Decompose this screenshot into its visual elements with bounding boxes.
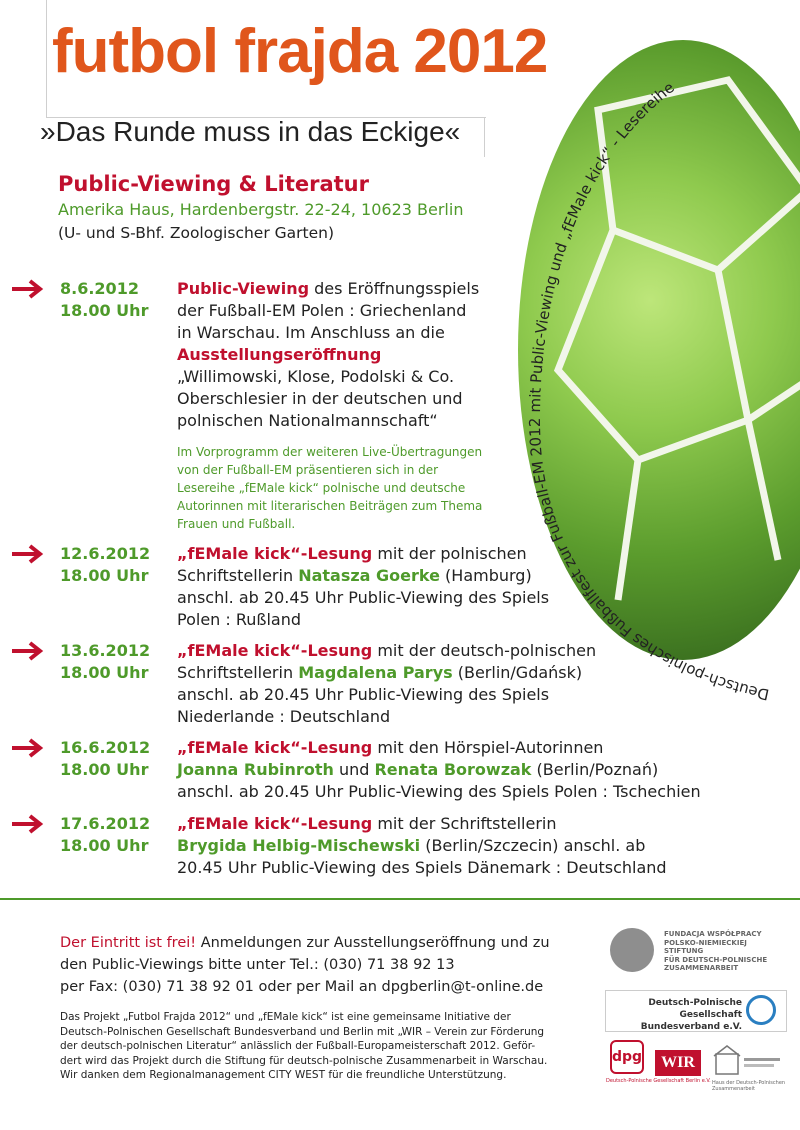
phone-text: den Public-Viewings bitte unter Tel.: (030) 71 38 92 13 — [60, 957, 455, 973]
text: der Fußball-EM Polen : Griechenland — [177, 301, 467, 320]
event-time: 18.00 Uhr — [60, 836, 149, 855]
text: mit der Schriftstellerin — [372, 814, 557, 833]
dpg-mark-icon — [746, 995, 776, 1025]
page-subtitle: »Das Runde muss in das Eckige« — [40, 116, 461, 147]
text: Oberschlesier in der deutschen und — [177, 389, 463, 408]
event-description — [177, 278, 479, 432]
text: in Warschau. Im Anschluss an die — [177, 323, 445, 342]
credit-line: dert wird das Projekt durch die Stiftung für deutsch-polnische Zusammenarbeit in Warschau. — [60, 1054, 548, 1067]
note-line: Autorinnen mit literarischen Beiträgen zum Thema — [177, 499, 483, 513]
text: Polen : Rußland — [177, 610, 302, 629]
author-name: Natasza Goerke — [298, 566, 440, 585]
highlight-text: Ausstellungseröffnung — [177, 345, 382, 364]
transit-info: (U- und S-Bhf. Zoologischer Garten) — [58, 224, 334, 242]
arrow-icon — [10, 640, 50, 662]
foundation-mark-icon — [610, 928, 654, 972]
event-date-block — [60, 737, 150, 781]
event-time: 18.00 Uhr — [60, 566, 149, 585]
arrow-icon — [10, 737, 50, 759]
text: und — [333, 760, 375, 779]
event-date-block — [60, 640, 150, 684]
text: Schriftstellerin — [177, 566, 299, 585]
text: Anmeldungen zur Ausstellungseröffnung und zu — [196, 935, 550, 951]
logo-line: ZUSAMMENARBEIT — [664, 964, 739, 972]
event-date: 12.6.2012 — [60, 544, 151, 563]
fax-email-text: per Fax: (030) 71 38 92 01 oder per Mail an dpgberlin@t-online.de — [60, 979, 544, 995]
text: polnischen Nationalmannschaft“ — [177, 411, 438, 430]
page-title: futbol frajda 2012 — [52, 17, 548, 86]
text: „Willimowski, Klose, Podolski & Co. — [177, 367, 455, 386]
text: (Berlin/Gdańsk) — [452, 663, 583, 682]
event-date-block — [60, 813, 150, 857]
dpg-federal-logo — [605, 990, 787, 1032]
foundation-logo — [610, 928, 790, 974]
author-name: Brygida Helbig-Mischewski — [177, 836, 421, 855]
arrow-icon — [10, 278, 50, 300]
text: (Berlin/Szczecin) anschl. ab — [420, 836, 646, 855]
event-date: 13.6.2012 — [60, 641, 151, 660]
author-name: Renata Borowzak — [374, 760, 532, 779]
text: des Eröffnungsspiels — [309, 279, 480, 298]
event-description — [177, 737, 701, 803]
free-entry-text: Der Eintritt ist frei! — [60, 935, 197, 951]
logo-line: STIFTUNG — [664, 947, 704, 955]
event-time: 18.00 Uhr — [60, 760, 149, 779]
event-date: 8.6.2012 — [60, 279, 139, 298]
text: anschl. ab 20.45 Uhr Public-Viewing des Spiels — [177, 685, 550, 704]
football-graphic — [518, 40, 800, 660]
arrow-icon — [10, 813, 50, 835]
foundation-text — [664, 930, 767, 973]
logo-line: Bundesverband e.V. — [640, 1022, 742, 1032]
registration-info — [60, 932, 550, 998]
football-seams — [518, 40, 800, 660]
event-description — [177, 813, 667, 879]
note-line: Lesereihe „fEMale kick“ polnische und deutsche — [177, 481, 466, 495]
wir-logo: WIR — [655, 1050, 701, 1076]
author-name: Joanna Rubinroth — [177, 760, 334, 779]
highlight-text: Public-Viewing — [177, 279, 310, 298]
logo-line: FÜR DEUTSCH-POLNISCHE — [664, 955, 768, 964]
text: mit den Hörspiel-Autorinnen — [372, 738, 604, 757]
house-logo-icon — [712, 1044, 784, 1078]
text: anschl. ab 20.45 Uhr Public-Viewing des Spiels Polen : Tschechien — [177, 782, 701, 801]
logo-line: FUNDACJA WSPÓŁPRACY — [664, 930, 762, 938]
event-date: 17.6.2012 — [60, 814, 151, 833]
highlight-text: „fEMale kick“-Lesung — [177, 814, 373, 833]
logo-line: Deutsch-Polnische Gesellschaft — [648, 998, 742, 1020]
event-description — [177, 543, 549, 631]
section-heading: Public-Viewing & Literatur — [58, 172, 369, 196]
text: anschl. ab 20.45 Uhr Public-Viewing des Spiels — [177, 588, 550, 607]
credit-line: Deutsch-Polnischen Gesellschaft Bundesverband und Berlin mit „WIR – Verein zur Förderung — [60, 1025, 545, 1038]
highlight-text: „fEMale kick“-Lesung — [177, 738, 373, 757]
note-line: von der Fußball-EM präsentieren sich in der — [177, 463, 439, 477]
divider — [0, 898, 800, 900]
highlight-text: „fEMale kick“-Lesung — [177, 544, 373, 563]
logo-line: POLSKO-NIEMIECKIEJ — [664, 938, 747, 947]
program-note — [177, 443, 482, 533]
event-time: 18.00 Uhr — [60, 301, 149, 320]
event-date-block — [60, 543, 150, 587]
project-credits — [60, 1010, 547, 1083]
event-description — [177, 640, 596, 728]
dpg-berlin-caption: Deutsch-Polnische Gesellschaft Berlin e.V. — [606, 1078, 711, 1084]
credit-line: Das Projekt „Futbol Frajda 2012“ und „fEMale kick“ ist eine gemeinsame Initiative der — [60, 1011, 511, 1023]
text: 20.45 Uhr Public-Viewing des Spiels Dänemark : Deutschland — [177, 858, 667, 877]
house-caption: Haus der Deutsch-Polnischen Zusammenarbeit — [712, 1080, 786, 1092]
event-date: 16.6.2012 — [60, 738, 151, 757]
author-name: Magdalena Parys — [298, 663, 453, 682]
credit-line: Wir danken dem Regionalmanagement CITY WEST für die freundliche Unterstützung. — [60, 1069, 507, 1081]
frame-line — [46, 0, 47, 118]
arrow-icon — [10, 543, 50, 565]
event-date-block — [60, 278, 148, 322]
text: mit der deutsch-polnischen — [372, 641, 597, 660]
text: mit der polnischen — [372, 544, 527, 563]
text: Niederlande : Deutschland — [177, 707, 391, 726]
text: (Berlin/Poznań) — [531, 760, 659, 779]
text: (Hamburg) — [439, 566, 532, 585]
event-time: 18.00 Uhr — [60, 663, 149, 682]
text: Schriftstellerin — [177, 663, 299, 682]
credit-line: der deutsch-polnischen Literatur“ anlässlich der Fußball-Europameisterschaft 2012. Geför- — [60, 1040, 536, 1052]
venue-address: Amerika Haus, Hardenbergstr. 22-24, 10623 Berlin — [58, 200, 464, 219]
note-line: Im Vorprogramm der weiteren Live-Übertragungen — [177, 445, 483, 459]
dpg-berlin-logo: dpg — [610, 1040, 644, 1074]
dpg-text — [612, 997, 742, 1033]
note-line: Frauen und Fußball. — [177, 517, 296, 531]
frame-line — [484, 117, 485, 157]
arc-text-path: Deutsch-polnisches Fußballfest zur Fußball-EM 2012 mit Public-Viewing und „fEMale kick“ - Lesereihe — [525, 78, 771, 704]
highlight-text: „fEMale kick“-Lesung — [177, 641, 373, 660]
